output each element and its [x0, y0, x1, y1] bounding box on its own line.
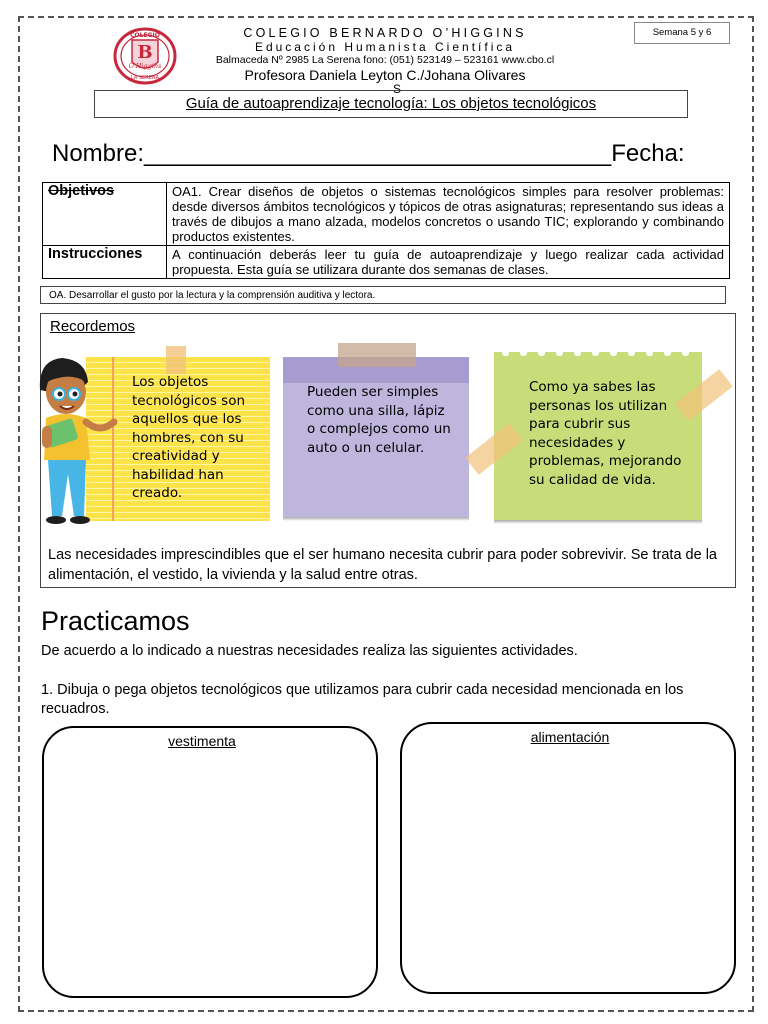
tape	[338, 343, 416, 367]
alimentacion-box[interactable]	[400, 722, 736, 994]
spiral-holes	[494, 342, 702, 362]
note-shadow	[494, 520, 702, 524]
note-shadow	[283, 517, 469, 521]
green-note-text: Como ya sabes las personas los utilizan para cubrir sus necesidades y problemas, mejorando su calidad de vida.	[529, 379, 682, 488]
recordemos-title: Recordemos	[50, 318, 136, 335]
practicamos-intro: De acuerdo a lo indicado a nuestras necesidades realiza las siguientes actividades.	[41, 643, 578, 659]
objectives-table	[42, 182, 730, 279]
logo-letter: B	[137, 42, 153, 63]
logo-text-bottom: LA SERENA	[130, 75, 160, 81]
alimentacion-label: alimentación	[530, 729, 610, 745]
vestimenta-label: vestimenta	[168, 733, 236, 749]
name-date-line	[52, 140, 685, 168]
activity-1: 1. Dibuja o pega objetos tecnológicos que utilizamos para cubrir cada necesidad mencionada en los recuadros.	[41, 682, 684, 717]
purple-note	[283, 357, 469, 517]
vestimenta-box[interactable]	[42, 726, 378, 998]
table-row	[43, 246, 730, 279]
instructions-label: Instrucciones	[43, 246, 167, 279]
table-row	[43, 183, 730, 246]
date-label: Fecha:	[611, 140, 685, 167]
objectives-label: Objetivos	[43, 183, 167, 246]
tape	[166, 346, 186, 374]
logo-text-name: O'Higgins	[128, 62, 162, 70]
boy-illustration-icon	[36, 356, 124, 526]
semana-badge: Semana 5 y 6	[634, 22, 730, 44]
instructions-text: A continuación deberás leer tu guía de autoaprendizaje y luego realizar cada actividad propuesta. Esta guía se utilizara durante dos semanas de clases.	[167, 246, 730, 279]
school-name: COLEGIO BERNARDO O’HIGGINS	[243, 26, 527, 40]
oa-note: OA. Desarrollar el gusto por la lectura y la comprensión auditiva y lectora.	[40, 286, 726, 304]
teachers-overflow: S	[393, 82, 402, 96]
school-address: Balmaceda Nº 2985 La Serena fono: (051) 523149 – 523161 www.cbo.cl	[215, 54, 555, 66]
name-label: Nombre:	[52, 140, 145, 167]
school-logo	[112, 26, 178, 86]
objectives-text: OA1. Crear diseños de objetos o sistemas tecnológicos simples para resolver problemas: desde diversos ámbitos tecnológicos y tópicos de otras asignaturas; representando sus ideas a través de dibujos a mano alzada, modelos concretos o usando TIC; explorando y combinando productos existentes.	[167, 183, 730, 246]
yellow-note-text: Los objetos tecnológicos son aquellos que los hombres, con su creatividad y habilidad han creado.	[132, 374, 246, 501]
logo-text-top: COLEGIO	[130, 32, 160, 39]
practicamos-title: Practicamos	[41, 606, 190, 636]
green-note	[494, 352, 702, 520]
teachers-line: Profesora Daniela Leyton C./Johana Olivares	[244, 67, 526, 83]
guide-title: Guía de autoaprendizaje tecnología: Los objetos tecnológicos	[94, 90, 688, 118]
needs-text: Las necesidades imprescindibles que el ser humano necesita cubrir para poder sobrevivir. Se trata de la alimentación, el vestido, la vivienda y la salud entre otras.	[48, 547, 717, 583]
name-blank: ___________________________________	[144, 140, 612, 167]
purple-note-text: Pueden ser simples como una silla, lápiz o complejos como un auto o un celular.	[307, 384, 451, 456]
school-subtitle: Educación Humanista Científica	[254, 40, 516, 54]
